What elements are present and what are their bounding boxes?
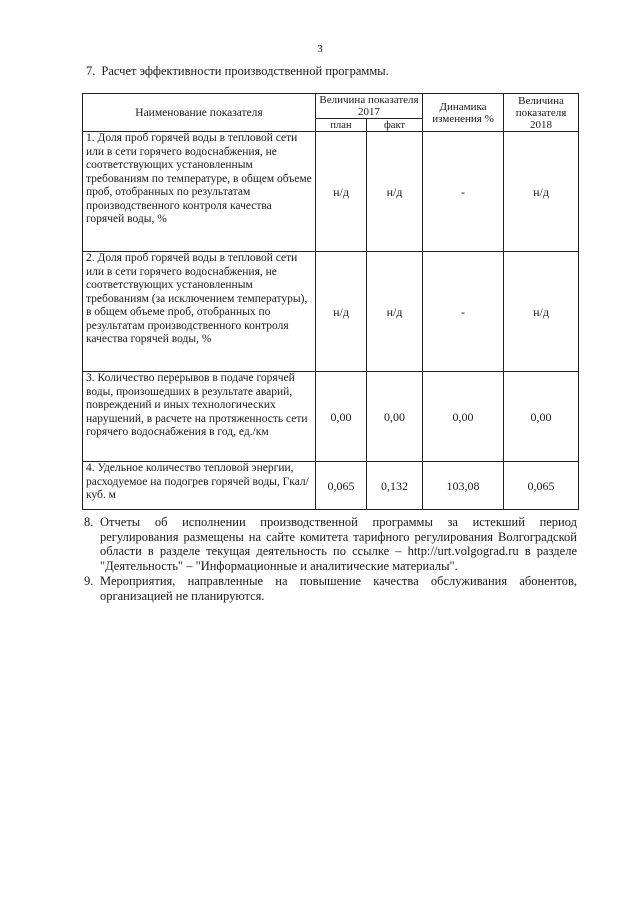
change-value: 0,00 — [423, 372, 504, 462]
change-value: - — [423, 252, 504, 372]
list-item — [84, 515, 577, 573]
indicator-name: 3. Количество перерывов в подаче горячей воды, произошедших в результате аварий, повреждений и иных технологических нарушений, в расчете на протяженность сети горячего водоснабжения в год, ед./км — [83, 372, 316, 462]
plan-value: н/д — [316, 252, 367, 372]
header-value-2018: Величина показателя 2018 — [504, 94, 579, 132]
value-2018: н/д — [504, 132, 579, 252]
note-number: 8. — [84, 515, 94, 529]
header-fact: факт — [367, 119, 423, 132]
header-indicator-name: Наименование показателя — [83, 94, 316, 132]
plan-value: 0,065 — [316, 462, 367, 510]
indicator-name: 4. Удельное количество тепловой энергии, расходуемое на подогрев горячей воды, Гкал/куб. м — [83, 462, 316, 510]
value-2018: н/д — [504, 252, 579, 372]
fact-value: 0,132 — [367, 462, 423, 510]
section-title-text: Расчет эффективности производственной программы. — [101, 64, 389, 78]
plan-value: н/д — [316, 132, 367, 252]
table-header-row — [83, 94, 579, 119]
note-number: 9. — [84, 574, 94, 588]
header-plan: план — [316, 119, 367, 132]
header-value-2017: Величина показателя 2017 — [316, 94, 423, 119]
fact-value: н/д — [367, 252, 423, 372]
change-value: 103,08 — [423, 462, 504, 510]
efficiency-table — [82, 93, 579, 510]
plan-value: 0,00 — [316, 372, 367, 462]
header-change: Динамика изменения % — [423, 94, 504, 132]
notes-list — [84, 515, 577, 604]
table-row — [83, 372, 579, 462]
table-row — [83, 462, 579, 510]
fact-value: н/д — [367, 132, 423, 252]
indicator-name: 1. Доля проб горячей воды в тепловой сети или в сети горячего водоснабжения, не соответствующих установленным требованиям по температуре, в общем объеме проб, отобранных по результатам производственного контроля качества горячей воды, % — [83, 132, 316, 252]
indicator-name: 2. Доля проб горячей воды в тепловой сети или в сети горячего водоснабжения, не соответствующих установленным требованиям (за исключением температуры), в общем объеме проб, отобранных по результатам производственного контроля качества горячей воды, % — [83, 252, 316, 372]
value-2018: 0,065 — [504, 462, 579, 510]
change-value: - — [423, 132, 504, 252]
fact-value: 0,00 — [367, 372, 423, 462]
value-2018: 0,00 — [504, 372, 579, 462]
note-text: Мероприятия, направленные на повышение качества обслуживания абонентов, организацией не планируются. — [100, 574, 577, 603]
note-text: Отчеты об исполнении производственной программы за истекший период регулирования размещены на сайте комитета тарифного регулирования Волгоградской области в разделе текущая деятельность по ссылке – http://urt.volgograd.ru в разделе "Деятельность" – "Информационные и аналитические материалы". — [100, 515, 577, 573]
section-heading — [86, 64, 389, 79]
section-number: 7. — [86, 64, 96, 78]
list-item — [84, 574, 577, 603]
table-row — [83, 252, 579, 372]
table-row — [83, 132, 579, 252]
page-number: 3 — [317, 43, 323, 55]
